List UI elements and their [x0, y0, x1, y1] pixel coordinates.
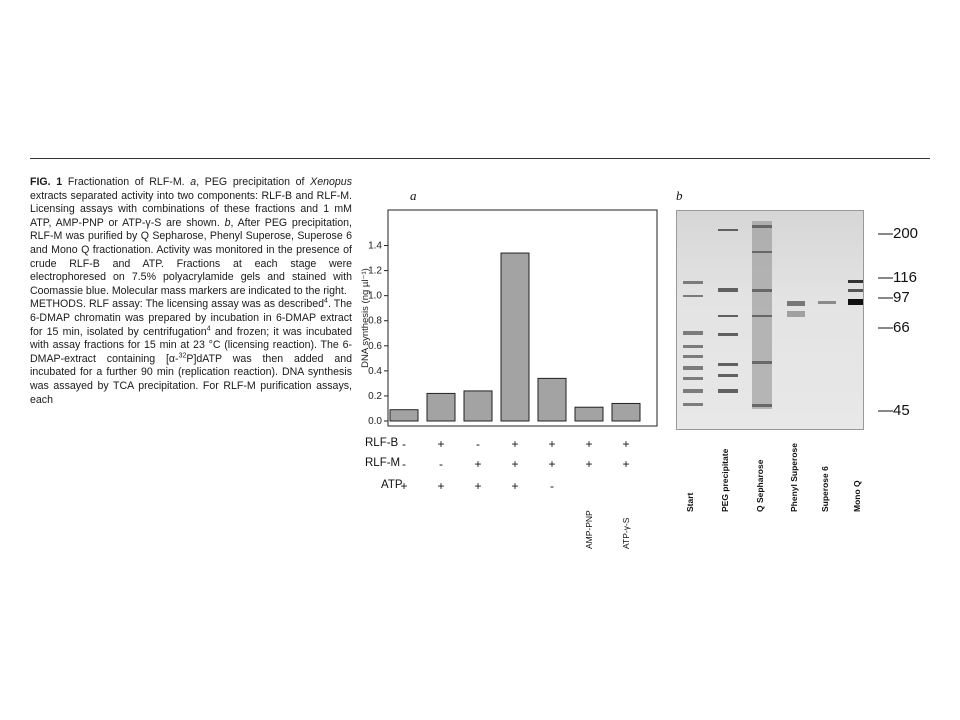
panel-b-label: b [676, 188, 683, 203]
gel-lane-label: Superose 6 [820, 466, 830, 512]
condition-cell: - [476, 437, 480, 451]
row-label-atp: ATP [381, 479, 403, 491]
condition-cell: + [511, 437, 519, 451]
y-tick-label: 1.0 [368, 290, 382, 302]
bar [538, 378, 566, 421]
condition-cell: + [622, 457, 630, 471]
bar [464, 391, 492, 421]
condition-cell: + [511, 457, 519, 471]
bar [390, 410, 418, 421]
condition-cell: + [400, 479, 408, 493]
gel-lane-label: PEG precipitate [720, 448, 730, 512]
bar [575, 407, 603, 421]
fig-label: FIG. 1 [30, 176, 63, 188]
condition-cell: + [437, 437, 445, 451]
panel-a-label: a [410, 188, 417, 203]
condition-cell: + [548, 437, 556, 451]
gel-lane-label: Start [685, 492, 695, 512]
condition-cell: + [474, 457, 482, 471]
condition-cell: - [402, 437, 406, 451]
condition-cell: + [548, 457, 556, 471]
condition-cell: - [439, 457, 443, 471]
y-tick-label: 0.0 [368, 416, 382, 427]
methods-paragraph: METHODS. RLF assay: The licensing assay was as described$^4$. The 6-DMAP chromatin was prepared by incubation in 6-DMAP extract for 15 min, isolated by centrifugation$^4$ and frozen; it was incubated with assay fractions for 15 min at 23 °C (licensing reaction). The 6-DMAP-extract containing [α-$^{32}$P]dATP was then added and incubated for a further 90 min (replication reaction). DNA synthesis was assayed by TCA precipitation. For RLF-M purification assays, each [30, 297, 353, 406]
y-tick-label: 1.2 [368, 265, 382, 277]
mass-marker: —66 [878, 319, 910, 336]
gel-lane-label: Mono Q [852, 480, 862, 512]
condition-cell: AMP-PNP [584, 510, 594, 549]
condition-cell: + [437, 479, 445, 493]
bar [501, 253, 529, 421]
bar-chart [360, 205, 660, 431]
y-tick-label: 1.4 [368, 240, 382, 252]
y-tick-label: 0.6 [368, 340, 382, 352]
gel-bands [677, 211, 863, 429]
gel-image [676, 210, 864, 430]
bar [427, 393, 455, 421]
bar [612, 403, 640, 421]
figure-caption [30, 176, 352, 407]
gel-lane-label: Q Sepharose [755, 459, 765, 512]
row-label-rlf-b: RLF-B [365, 437, 399, 449]
y-tick-label: 0.4 [368, 365, 382, 377]
condition-cell: + [622, 437, 630, 451]
y-tick-label: 0.8 [368, 315, 382, 327]
condition-cell: - [402, 457, 406, 471]
condition-cell: + [474, 479, 482, 493]
condition-cell: + [511, 479, 519, 493]
caption-paragraph: FIG. 1 Fractionation of RLF-M. a, PEG precipitation of Xenopus extracts separated activity into two components: RLF-B and RLF-M. Licensing assays with combinations of these fractions and 1 mM ATP, AMP-PNP or ATP-γ-S are shown. b, After PEG precipitation, RLF-M was purified by Q Sepharose, Phenyl Superose, Superose 6 and Mono Q fractionation. Activity was monitored in the presence of crude RLF-B and ATP. Fractions at each stage were electrophoresed on 7.5% polyacrylamide gels and stained with Coomassie blue. Molecular mass markers are indicated to the right. [30, 176, 352, 297]
y-axis-label: DNA synthesis (ng µl⁻¹) [360, 268, 371, 368]
condition-cell: - [550, 479, 554, 493]
gel-lane-label: Phenyl Superose [789, 443, 799, 512]
mass-marker: —116 [878, 269, 917, 286]
condition-cell: + [585, 457, 593, 471]
condition-cell: + [585, 437, 593, 451]
mass-marker: —200 [878, 225, 919, 242]
y-tick-label: 0.2 [368, 390, 382, 402]
condition-cell: ATP-γ-S [621, 517, 631, 549]
mass-marker: —45 [878, 402, 910, 419]
mass-marker: —97 [878, 289, 910, 306]
header-rule [30, 158, 930, 159]
row-label-rlf-m: RLF-M [365, 457, 401, 469]
